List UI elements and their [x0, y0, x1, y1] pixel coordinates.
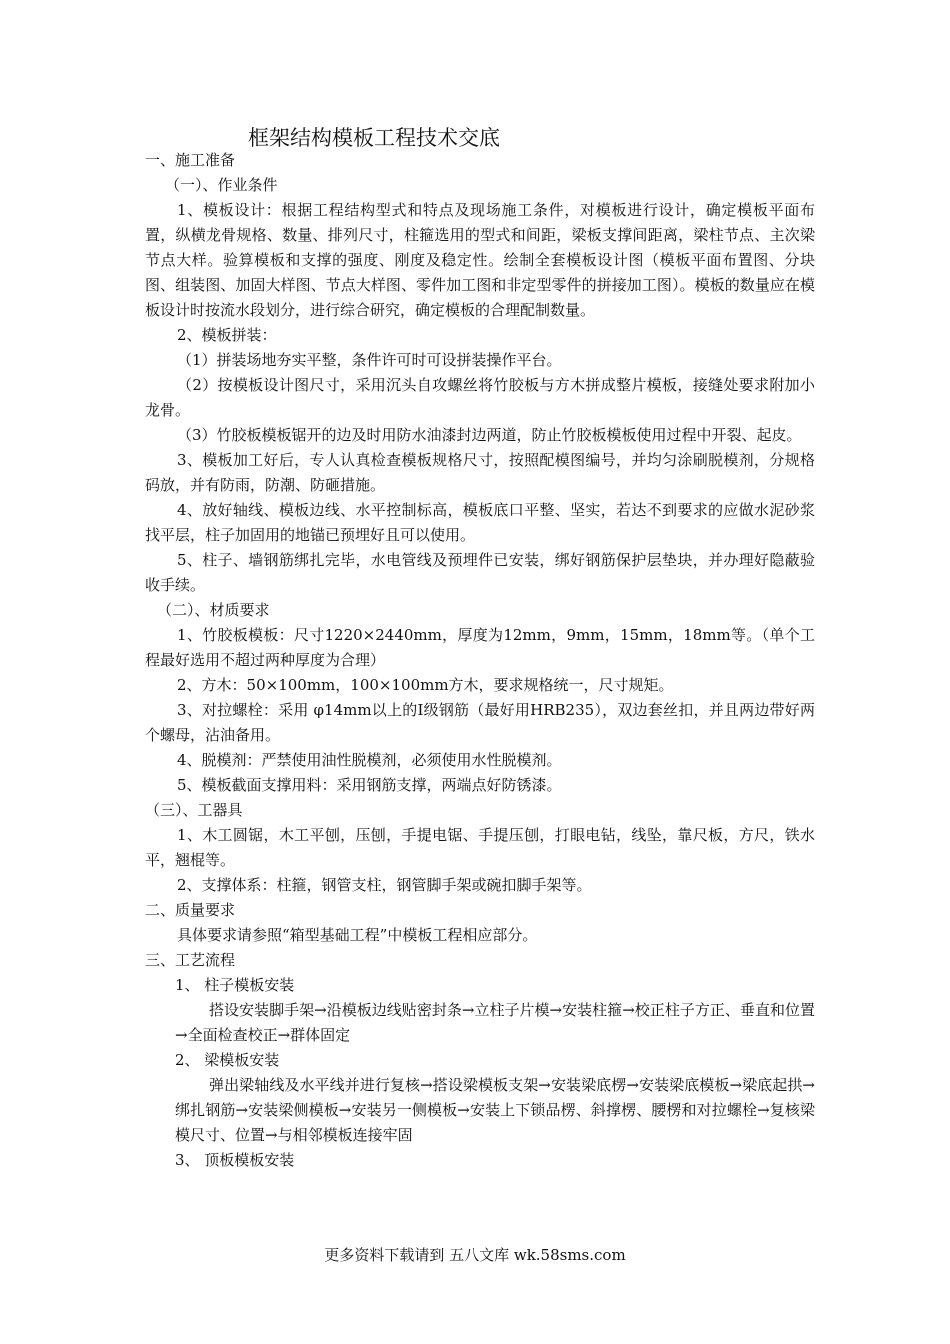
subsection-heading: （二）、材质要求 — [157, 601, 270, 619]
paragraph: 1、木工圆锯，木工平刨，压刨，手提电锯、手提压刨，打眼电钻，线坠，靠尺板，方尺，铁水平，翘棍等。 — [145, 826, 815, 869]
subsection-heading: （一）、作业条件 — [165, 176, 278, 194]
paragraph: 3、对拉螺栓：采用 φ14mm以上的Ⅰ级钢筋（最好用HRB235），双边套丝扣，并且两边带好两个螺母，沾油备用。 — [145, 701, 815, 744]
paragraph: 4、脱模剂：严禁使用油性脱模剂，必须使用水性脱模剂。 — [177, 751, 562, 769]
section-heading: 二、质量要求 — [145, 901, 236, 919]
paragraph: 5、模板截面支撑用料：采用钢筋支撑，两端点好防锈漆。 — [177, 776, 562, 794]
step-heading: 2、 梁模板安装 — [175, 1051, 280, 1069]
paragraph: 2、模板拼装： — [177, 326, 277, 344]
paragraph: （1）拼装场地夯实平整，条件许可时可设拼装操作平台。 — [177, 351, 562, 369]
paragraph: 1、模板设计：根据工程结构型式和特点及现场施工条件，对模板进行设计，确定模板平面布置，纵横龙骨规格、数量、排列尺寸，柱箍选用的型式和间距，梁板支撑间距离，梁柱节点、主次梁节点大样。验算模板和支撑的强度、刚度及稳定性。绘制全套模板设计图（模板平面布置图、分块图、组装图、加固大样图、节点大样图、零件加工图和非定型零件的拼接加工图）。模板的数量应在模板设计时按流水段划分，进行综合研究，确定模板的合理配制数量。 — [145, 201, 815, 319]
step-heading: 1、 柱子模板安装 — [175, 976, 295, 994]
paragraph: 2、支撑体系：柱箍，钢管支柱，钢管脚手架或碗扣脚手架等。 — [177, 876, 592, 894]
paragraph: 具体要求请参照“箱型基础工程”中模板工程相应部分。 — [177, 926, 538, 944]
paragraph: 5、柱子、墙钢筋绑扎完毕，水电管线及预埋件已安装，绑好钢筋保护层垫块，并办理好隐蔽验收手续。 — [145, 551, 815, 594]
paragraph: 1、竹胶板模板：尺寸1220×2440mm，厚度为12mm，9mm，15mm，18mm等。（单个工程最好选用不超过两种厚度为合理） — [145, 626, 815, 669]
subsection-heading: （三）、工器具 — [145, 801, 243, 819]
footer-note: 更多资料下载请到 五八文库 wk.58sms.com — [324, 1246, 626, 1264]
document-title: 框架结构模板工程技术交底 — [248, 126, 500, 150]
paragraph: 搭设安装脚手架→沿模板边线贴密封条→立柱子片模→安装柱箍→校正柱子方正、垂直和位置→全面检查校正→群体固定 — [175, 1001, 815, 1044]
paragraph: 4、放好轴线、模板边线、水平控制标高，模板底口平整、坚实，若达不到要求的应做水泥砂浆找平层，柱子加固用的地锚已预埋好且可以使用。 — [145, 501, 815, 544]
section-heading: 一、施工准备 — [145, 151, 236, 169]
section-heading: 三、工艺流程 — [145, 951, 236, 969]
step-heading: 3、 顶板模板安装 — [175, 1151, 295, 1169]
paragraph: （2）按模板设计图尺寸，采用沉头自攻螺丝将竹胶板与方木拼成整片模板，接缝处要求附加小龙骨。 — [145, 376, 815, 419]
document-body — [145, 148, 815, 1173]
paragraph: 弹出梁轴线及水平线并进行复核→搭设梁模板支架→安装梁底楞→安装梁底模板→梁底起拱→绑扎钢筋→安装梁侧模板→安装另一侧模板→安装上下锁品楞、斜撑楞、腰楞和对拉螺栓→复核梁模尺寸、位置→与相邻模板连接牢固 — [175, 1076, 815, 1144]
paragraph: 3、模板加工好后，专人认真检查模板规格尺寸，按照配模图编号，并均匀涂刷脱模剂，分规格码放，并有防雨，防潮、防砸措施。 — [145, 451, 815, 494]
paragraph: （3）竹胶板模板锯开的边及时用防水油漆封边两道，防止竹胶板模板使用过程中开裂、起皮。 — [177, 426, 802, 444]
paragraph: 2、方木：50×100mm，100×100mm方木，要求规格统一，尺寸规矩。 — [177, 676, 674, 694]
